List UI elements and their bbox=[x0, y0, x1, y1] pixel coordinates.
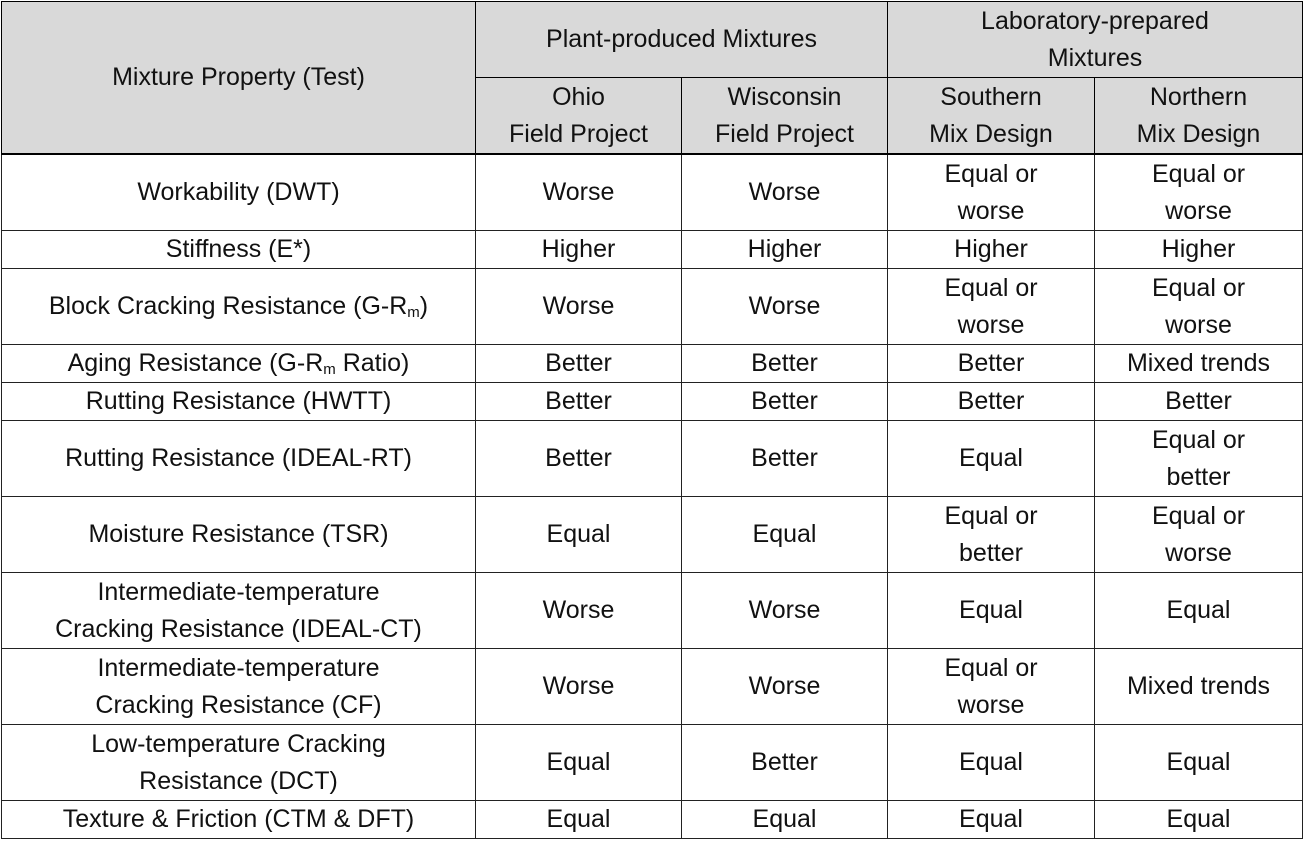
table-row bbox=[2, 154, 1303, 231]
southern-cell: Equal bbox=[888, 421, 1095, 497]
column-header-ohio: Ohio Field Project bbox=[476, 78, 682, 155]
property-cell: Rutting Resistance (HWTT) bbox=[2, 383, 476, 421]
group-header-laboratory-prepared: Laboratory-prepared Mixtures bbox=[888, 2, 1303, 78]
property-column-header: Mixture Property (Test) bbox=[2, 2, 476, 155]
ohio-cell: Worse bbox=[476, 573, 682, 649]
northern-cell: Equal bbox=[1095, 573, 1303, 649]
table-row bbox=[2, 231, 1303, 269]
southern-cell: Better bbox=[888, 383, 1095, 421]
column-header-northern: Northern Mix Design bbox=[1095, 78, 1303, 155]
ohio-cell: Worse bbox=[476, 649, 682, 725]
northern-cell: Equal or worse bbox=[1095, 497, 1303, 573]
northern-cell: Equal or worse bbox=[1095, 154, 1303, 231]
northern-cell: Mixed trends bbox=[1095, 649, 1303, 725]
wisconsin-cell: Worse bbox=[682, 649, 888, 725]
property-cell: Rutting Resistance (IDEAL-RT) bbox=[2, 421, 476, 497]
table-row bbox=[2, 421, 1303, 497]
ohio-cell: Better bbox=[476, 345, 682, 383]
property-text-end: ) bbox=[419, 292, 429, 320]
table-header bbox=[2, 2, 1303, 155]
southern-cell: Equal bbox=[888, 725, 1095, 801]
wisconsin-cell: Better bbox=[682, 383, 888, 421]
northern-cell: Equal or better bbox=[1095, 421, 1303, 497]
property-cell: Intermediate-temperature Cracking Resistance (IDEAL-CT) bbox=[2, 573, 476, 649]
southern-cell: Equal or worse bbox=[888, 269, 1095, 345]
table-row bbox=[2, 383, 1303, 421]
table-row bbox=[2, 497, 1303, 573]
table-row bbox=[2, 725, 1303, 801]
wisconsin-cell: Equal bbox=[682, 497, 888, 573]
northern-cell: Better bbox=[1095, 383, 1303, 421]
northern-cell: Higher bbox=[1095, 231, 1303, 269]
wisconsin-cell: Better bbox=[682, 421, 888, 497]
property-cell: Stiffness (E*) bbox=[2, 231, 476, 269]
wisconsin-cell: Worse bbox=[682, 154, 888, 231]
wisconsin-cell: Better bbox=[682, 345, 888, 383]
southern-cell: Higher bbox=[888, 231, 1095, 269]
ohio-cell: Better bbox=[476, 421, 682, 497]
southern-cell: Equal or better bbox=[888, 497, 1095, 573]
northern-cell: Equal or worse bbox=[1095, 269, 1303, 345]
property-cell bbox=[2, 269, 476, 345]
subscript-text: m bbox=[407, 304, 420, 321]
ohio-cell: Worse bbox=[476, 269, 682, 345]
wisconsin-cell: Higher bbox=[682, 231, 888, 269]
ohio-cell: Equal bbox=[476, 801, 682, 839]
ohio-cell: Equal bbox=[476, 725, 682, 801]
southern-cell: Equal or worse bbox=[888, 649, 1095, 725]
ohio-cell: Better bbox=[476, 383, 682, 421]
southern-cell: Equal bbox=[888, 573, 1095, 649]
table-row bbox=[2, 801, 1303, 839]
wisconsin-cell: Worse bbox=[682, 269, 888, 345]
comparison-table bbox=[1, 1, 1303, 839]
property-cell: Texture & Friction (CTM & DFT) bbox=[2, 801, 476, 839]
property-cell: Intermediate-temperature Cracking Resistance (CF) bbox=[2, 649, 476, 725]
property-text: Block Cracking Resistance (G-R bbox=[48, 292, 408, 320]
group-header-plant-produced: Plant-produced Mixtures bbox=[476, 2, 888, 78]
table-row bbox=[2, 573, 1303, 649]
column-header-wisconsin: Wisconsin Field Project bbox=[682, 78, 888, 155]
wisconsin-cell: Worse bbox=[682, 573, 888, 649]
southern-cell: Better bbox=[888, 345, 1095, 383]
table-row bbox=[2, 345, 1303, 383]
northern-cell: Equal bbox=[1095, 801, 1303, 839]
ohio-cell: Worse bbox=[476, 154, 682, 231]
column-header-southern: Southern Mix Design bbox=[888, 78, 1095, 155]
northern-cell: Mixed trends bbox=[1095, 345, 1303, 383]
property-cell: Low-temperature Cracking Resistance (DCT) bbox=[2, 725, 476, 801]
wisconsin-cell: Equal bbox=[682, 801, 888, 839]
subscript-text: m bbox=[323, 361, 336, 378]
property-cell: Workability (DWT) bbox=[2, 154, 476, 231]
property-cell: Moisture Resistance (TSR) bbox=[2, 497, 476, 573]
southern-cell: Equal bbox=[888, 801, 1095, 839]
property-cell bbox=[2, 345, 476, 383]
property-text: Aging Resistance (G-R bbox=[67, 349, 324, 377]
table-row bbox=[2, 649, 1303, 725]
wisconsin-cell: Better bbox=[682, 725, 888, 801]
ohio-cell: Higher bbox=[476, 231, 682, 269]
southern-cell: Equal or worse bbox=[888, 154, 1095, 231]
table-body bbox=[2, 154, 1303, 839]
property-text-end: Ratio) bbox=[335, 349, 410, 377]
northern-cell: Equal bbox=[1095, 725, 1303, 801]
ohio-cell: Equal bbox=[476, 497, 682, 573]
table-row bbox=[2, 269, 1303, 345]
